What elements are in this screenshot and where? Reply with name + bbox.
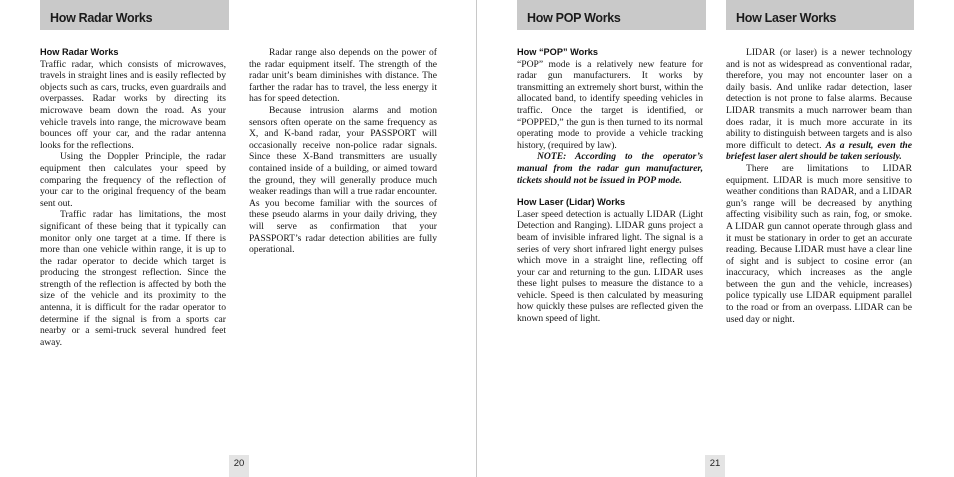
section-gap — [517, 186, 703, 197]
left-page-column-2 — [249, 47, 437, 256]
lidar-paragraph-1-text: LIDAR (or laser) is a newer technology and is not as widespread as conventional radar, therefore, you may not encounter laser on a daily basis. And unlike radar detection, laser detection is not prone to false alarms. Because LIDAR transmits a much narrower beam than does radar, it is much more accurate in its ability to distinguish between targets and is also more difficult to detect. — [726, 47, 912, 151]
radar-paragraph-3: Traffic radar has limitations, the most significant of these being that it typically can monitor only one target at a time. If there is more than one vehicle within range, it is up to the radar operator to decide which target is producing the strongest reflection. Since the strength of the reflection is affected by both the size of the vehicle and its proximity to the antenna, it is difficult for the radar operator to determine if the signal is from a sports car nearby or a semi-truck several hundred feet away. — [40, 209, 226, 348]
left-page-column-1 — [40, 47, 226, 348]
pop-paragraph: “POP” mode is a relatively new feature for radar gun manufacturers. It works by transmitting an extremely short burst, within the allocated band, to identify speeding vehicles in traffic. Once the target is identified, or “POPPED,” the gun is then turned to its normal operating mode to provide a vehicle tracking history, (required by law). — [517, 58, 703, 151]
laser-paragraph: Laser speed detection is actually LIDAR (Light Detection and Ranging). LIDAR guns project a beam of invisible infrared light. The signal is a series of very short infrared light energy pulses which move in a straight line, reflecting off your car and returning to the gun. LIDAR uses these light pulses to measure the distance to a vehicle. Speed is then calculated by measuring how quickly these pulses are reflected given the known speed of light. — [517, 208, 703, 325]
right-page-column-2 — [726, 47, 912, 325]
radar-range-paragraph: Radar range also depends on the power of the radar equipment itself. The strength of the radar unit’s beam diminishes with distance. The farther the radar has to travel, the less energy it has for speed detection. — [249, 47, 437, 105]
subhead-how-radar-works: How Radar Works — [40, 47, 119, 57]
laser-header: How Laser Works — [726, 0, 914, 30]
subhead-how-laser-works: How Laser (Lidar) Works — [517, 197, 626, 208]
intrusion-alarms-paragraph: Because intrusion alarms and motion sensors often operate on the same frequency as X, and K-band radar, your PASSPORT will occasionally receive non-police radar signals. Since these X-Band transmitters are usually contained inside of a building, or aimed toward the ground, they will generally produce much weaker readings than will a true radar encounter. As you become familiar with the sources of these pseudo alarms in your daily driving, they will serve as confirmation that your PASSPORT’s radar detection abilities are fully operational. — [249, 104, 437, 256]
pop-header: How POP Works — [517, 0, 706, 30]
page-number-20: 20 — [229, 455, 249, 477]
lidar-emphasis: As a result, even the briefest laser alert should be taken seriously. — [726, 139, 912, 163]
lidar-limitations-paragraph: There are limitations to LIDAR equipment. LIDAR is much more sensitive to weather conditions than RADAR, and a LIDAR gun’s range will be decreased by anything affecting visibility such as rain, fog, or smoke. A LIDAR gun cannot operate through glass and it must be stationary in order to get an accurate reading. Because LIDAR must have a clear line of sight and is subject to cosine error (an inaccuracy, which increases as the angle between the gun and the vehicle, increases) police typically use LIDAR equipment parallel to the road or from an overpass. LIDAR can be used day or night. — [726, 162, 912, 325]
radar-paragraph-1: Traffic radar, which consists of microwaves, travels in straight lines and is easily reflected by objects such as cars, trucks, even guardrails and overpasses. Radar works by directing its microwave beam down the road. As your vehicle travels into range, the microwave beam bounces off your car, and the radar antenna looks for the reflections. — [40, 58, 226, 151]
right-page-column-1 — [517, 47, 703, 325]
lidar-paragraph-1 — [726, 47, 912, 163]
page-spine-divider — [476, 0, 477, 477]
left-page-header: How Radar Works — [40, 0, 229, 30]
pop-note: NOTE: According to the operator’s manual from the radar gun manufacturer, tickets should not be issued in POP mode. — [517, 151, 703, 186]
page-number-21: 21 — [705, 455, 725, 477]
subhead-how-pop-works: How “POP” Works — [517, 47, 599, 57]
radar-paragraph-2: Using the Doppler Principle, the radar equipment then calculates your speed by comparing the frequency of the reflection of your car to the original frequency of the beam sent out. — [40, 151, 226, 209]
